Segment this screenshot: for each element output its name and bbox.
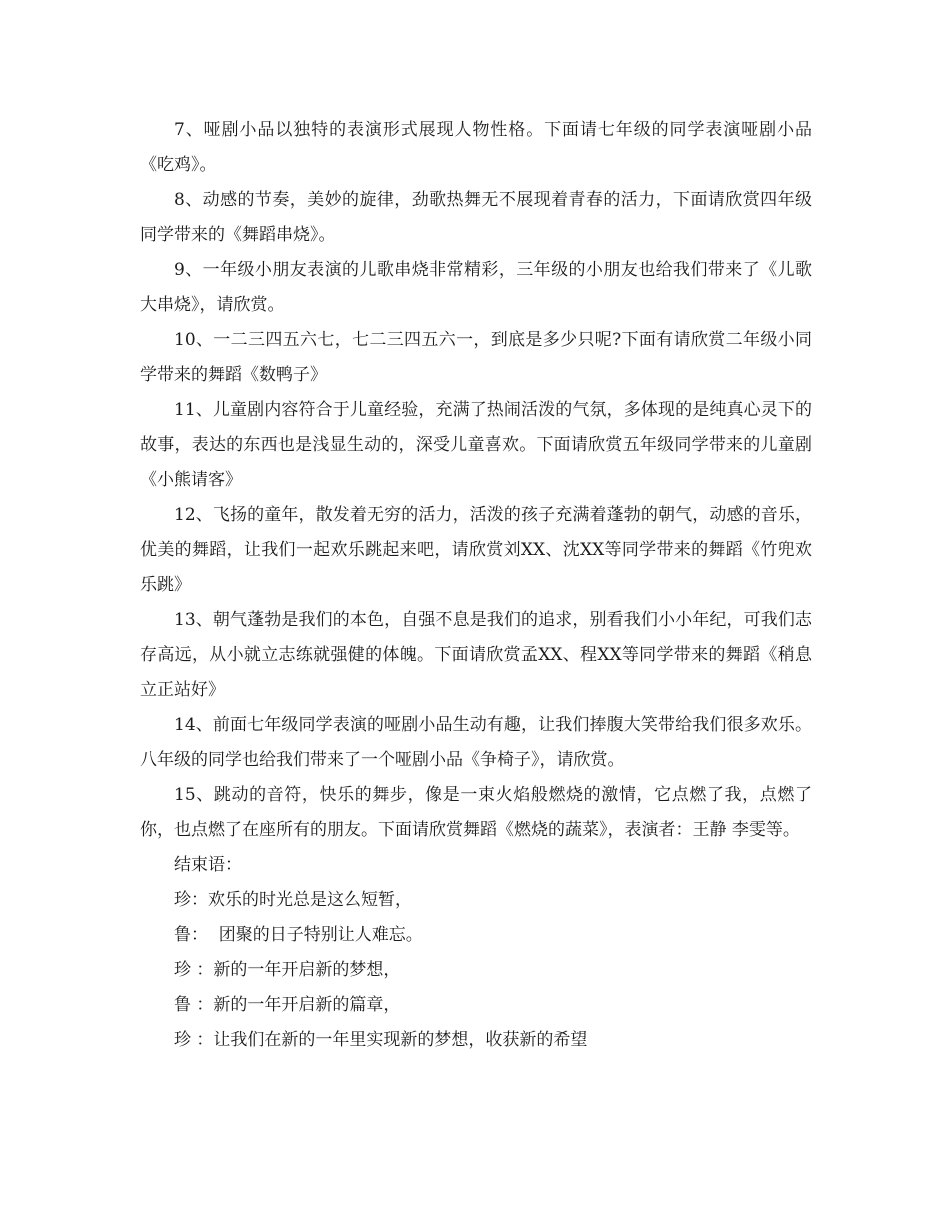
program-paragraph-11: 11、儿童剧内容符合于儿童经验，充满了热闹活泼的气氛，多体现的是纯真心灵下的故事，表达的东西也是浅显生动的，深受儿童喜欢。下面请欣赏五年级同学带来的儿童剧《小熊请客》	[140, 400, 812, 490]
closing-line-1: 珍：欢乐的时光总是这么短暂，	[174, 890, 412, 910]
program-paragraph-9: 9、一年级小朋友表演的儿歌串烧非常精彩，三年级的小朋友也给我们带来了《儿歌大串烧》，请欣赏。	[140, 260, 812, 315]
program-paragraph-10: 10、一二三四五六七，七二三四五六一，到底是多少只呢?下面有请欣赏二年级小同学带来的舞蹈《数鸭子》	[140, 330, 812, 385]
program-paragraph-14: 14、前面七年级同学表演的哑剧小品生动有趣，让我们捧腹大笑带给我们很多欢乐。八年级的同学也给我们带来了一个哑剧小品《争椅子》，请欣赏。	[140, 715, 812, 770]
closing-line-5: 珍 ：让我们在新的一年里实现新的梦想，收获新的希望	[174, 1030, 588, 1050]
document-body	[140, 113, 812, 1058]
program-paragraph-13: 13、朝气蓬勃是我们的本色，自强不息是我们的追求，别看我们小小年纪，可我们志存高远，从小就立志练就强健的体魄。下面请欣赏孟XX、程XX等同学带来的舞蹈《稍息立正站好》	[140, 610, 812, 700]
closing-heading: 结束语：	[174, 855, 242, 875]
closing-line-2: 鲁： 团聚的日子特别让人难忘。	[174, 925, 423, 945]
program-paragraph-15: 15、跳动的音符，快乐的舞步，像是一束火焰般燃烧的激情，它点燃了我，点燃了你，也点燃了在座所有的朋友。下面请欣赏舞蹈《燃烧的蔬菜》，表演者：王静 李雯等。	[140, 785, 812, 840]
program-paragraph-7: 7、哑剧小品以独特的表演形式展现人物性格。下面请七年级的同学表演哑剧小品《吃鸡》。	[140, 120, 812, 175]
program-paragraph-8: 8、动感的节奏，美妙的旋律，劲歌热舞无不展现着青春的活力，下面请欣赏四年级同学带来的《舞蹈串烧》。	[140, 190, 812, 245]
closing-line-4: 鲁 ：新的一年开启新的篇章，	[174, 995, 401, 1015]
program-paragraph-12: 12、飞扬的童年，散发着无穷的活力，活泼的孩子充满着蓬勃的朝气，动感的音乐，优美的舞蹈，让我们一起欢乐跳起来吧，请欣赏刘XX、沈XX等同学带来的舞蹈《竹兜欢乐跳》	[140, 505, 812, 595]
closing-line-3: 珍 ：新的一年开启新的梦想，	[174, 960, 401, 980]
